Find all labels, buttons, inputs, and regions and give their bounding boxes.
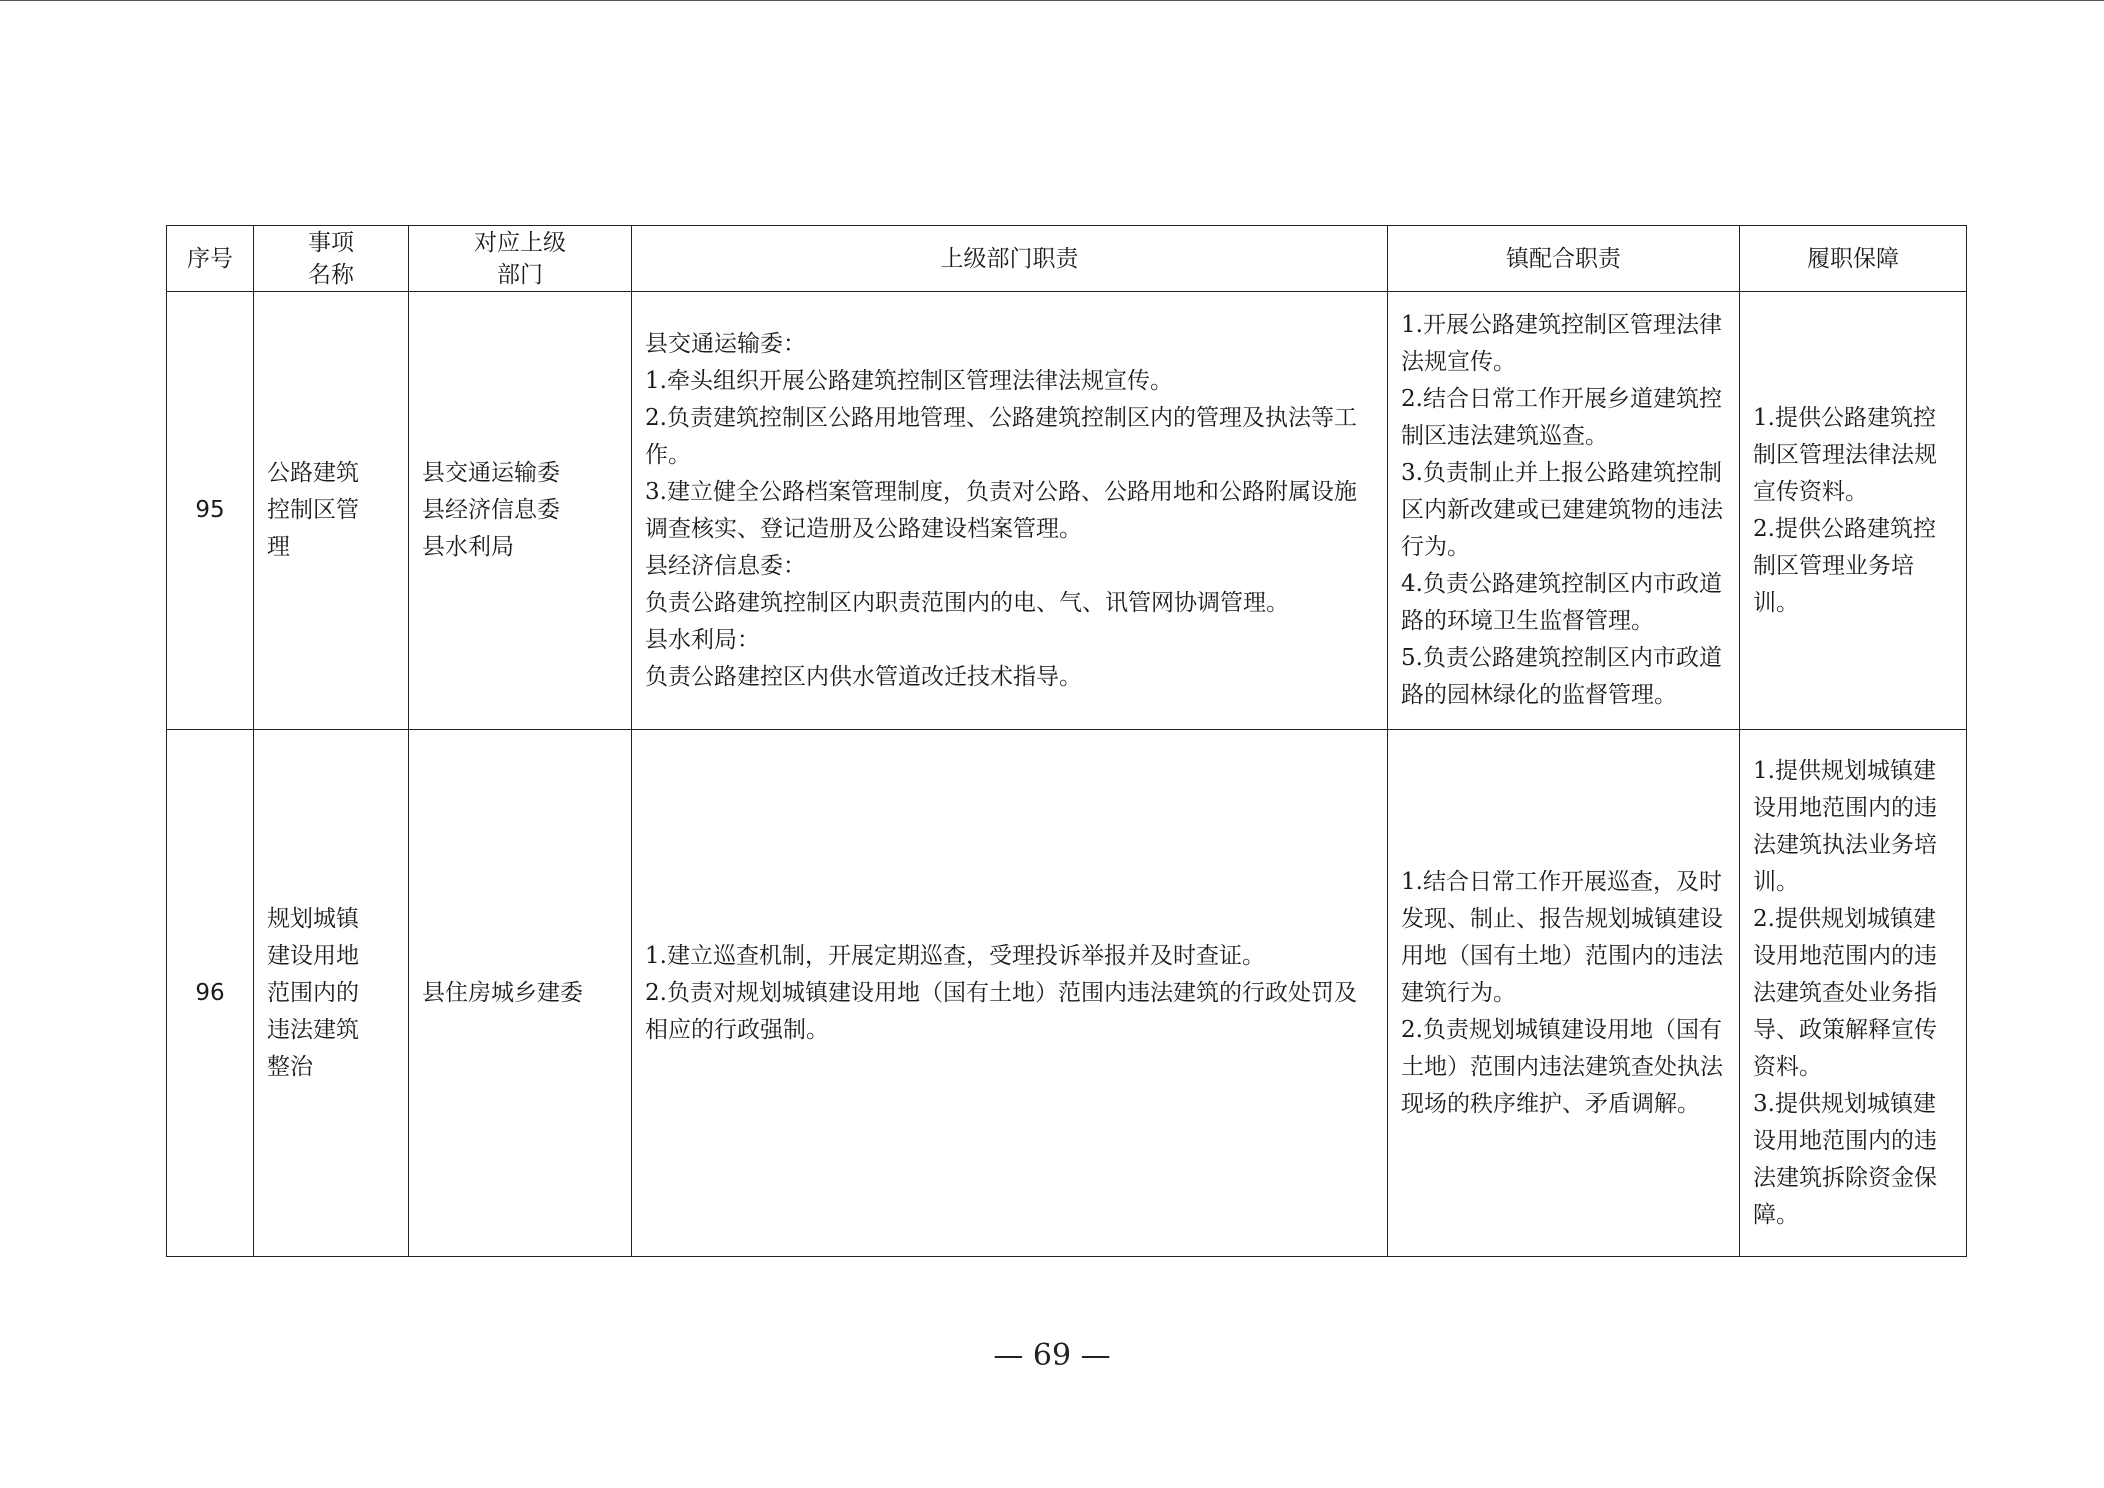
header-no: 序号 bbox=[167, 226, 254, 292]
guarantee-cell: 1.提供规划城镇建设用地范围内的违法建筑执法业务培训。 2.提供规划城镇建设用地范围内的违法建筑查处业务指导、政策解释宣传资料。 3.提供规划城镇建设用地范围内的违法建筑拆除资金保障。 bbox=[1740, 730, 1967, 1257]
header-upper-dept: 对应上级 部门 bbox=[409, 226, 632, 292]
top-border-line bbox=[0, 0, 2104, 1]
upper-dept-cell: 县住房城乡建委 bbox=[409, 730, 632, 1257]
town-duty-cell: 1.结合日常工作开展巡查，及时发现、制止、报告规划城镇建设用地（国有土地）范围内的违法建筑行为。 2.负责规划城镇建设用地（国有土地）范围内违法建筑查处执法现场的秩序维护、矛盾调解。 bbox=[1388, 730, 1740, 1257]
row-number: 96 bbox=[167, 730, 254, 1257]
guarantee-cell: 1.提供公路建筑控制区管理法律法规宣传资料。 2.提供公路建筑控制区管理业务培训。 bbox=[1740, 292, 1967, 730]
row-number: 95 bbox=[167, 292, 254, 730]
table-row bbox=[167, 730, 1967, 1257]
table-row bbox=[167, 292, 1967, 730]
header-town-duty: 镇配合职责 bbox=[1388, 226, 1740, 292]
town-duty-cell: 1.开展公路建筑控制区管理法律法规宣传。 2.结合日常工作开展乡道建筑控制区违法建筑巡查。 3.负责制止并上报公路建筑控制区内新改建或已建建筑物的违法行为。 4.负责公路建筑控制区内市政道路的环境卫生监督管理。 5.负责公路建筑控制区内市政道路的园林绿化的监督管理。 bbox=[1388, 292, 1740, 730]
upper-duty-cell: 县交通运输委： 1.牵头组织开展公路建筑控制区管理法律法规宣传。 2.负责建筑控制区公路用地管理、公路建筑控制区内的管理及执法等工作。 3.建立健全公路档案管理制度，负责对公路、公路用地和公路附属设施调查核实、登记造册及公路建设档案管理。 县经济信息委： 负责公路建筑控制区内职责范围内的电、气、讯管网协调管理。 县水利局： 负责公路建控区内供水管道改迁技术指导。 bbox=[632, 292, 1388, 730]
table-header-row bbox=[167, 226, 1967, 292]
upper-duty-cell: 1.建立巡查机制，开展定期巡查，受理投诉举报并及时查证。 2.负责对规划城镇建设用地（国有土地）范围内违法建筑的行政处罚及相应的行政强制。 bbox=[632, 730, 1388, 1257]
header-item-name: 事项 名称 bbox=[254, 226, 409, 292]
page-number: — 69 — bbox=[993, 1338, 1111, 1373]
duty-table bbox=[166, 225, 1967, 1257]
header-upper-duty: 上级部门职责 bbox=[632, 226, 1388, 292]
upper-dept-cell: 县交通运输委 县经济信息委 县水利局 bbox=[409, 292, 632, 730]
item-name-cell: 规划城镇 建设用地 范围内的 违法建筑 整治 bbox=[254, 730, 409, 1257]
header-guarantee: 履职保障 bbox=[1740, 226, 1967, 292]
item-name-cell: 公路建筑 控制区管 理 bbox=[254, 292, 409, 730]
